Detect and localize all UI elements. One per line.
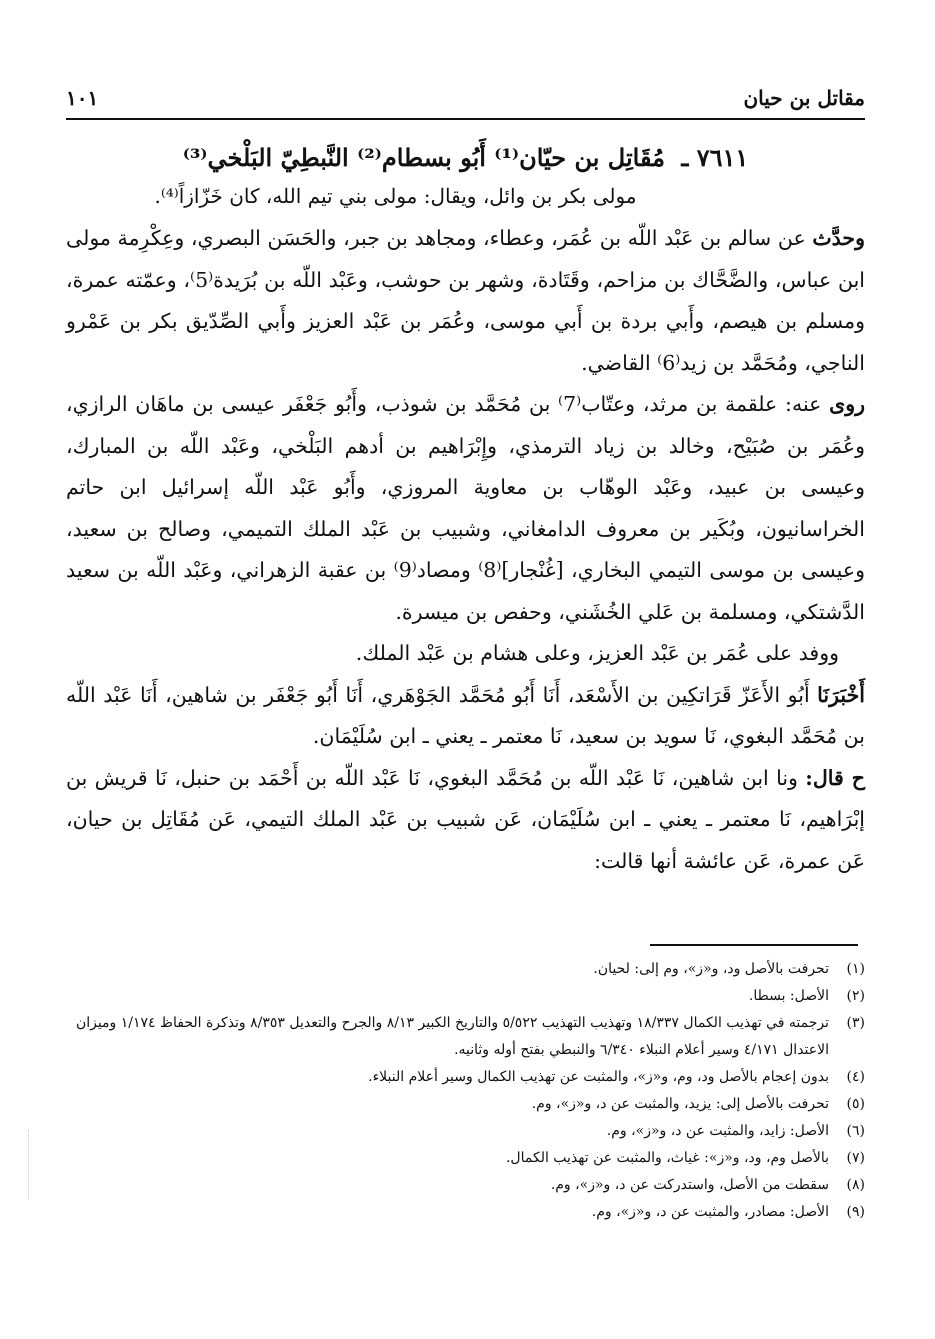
footnote <box>66 1010 865 1064</box>
entry-subtitle: مولى بكر بن وائل، ويقال: مولى بني تيم الله، كان خَزّازاً⁽⁴⁾. <box>154 184 637 208</box>
paragraph-lead-word: أَخْبَرَنَا <box>817 682 865 707</box>
footnotes <box>66 956 865 1226</box>
footnote-text: بالأصل وم، ود، و«ز»: غياث، والمثبت عن تهذيب الكمال. <box>505 1150 829 1166</box>
paragraphs <box>66 218 865 882</box>
main-text <box>66 138 865 882</box>
footnote-number: (٢) <box>846 988 865 1004</box>
scan-margin-mark <box>28 1130 30 1200</box>
footnote <box>66 956 865 983</box>
footnote-number: (٩) <box>846 1204 865 1220</box>
footnote-text: بدون إعجام بالأصل ود، وم، و«ز»، والمثبت عن تهذيب الكمال وسير أعلام النبلاء. <box>368 1069 829 1085</box>
footnote <box>66 1199 865 1226</box>
footnote <box>66 983 865 1010</box>
paragraph <box>66 633 839 675</box>
footnote-text: الأصل: زايد، والمثبت عن د، و«ز»، وم. <box>606 1123 829 1139</box>
footnote-text: الأصل: مصادر، والمثبت عن د، و«ز»، وم. <box>591 1204 829 1220</box>
footnote <box>66 1118 865 1145</box>
footnote-number: (٧) <box>846 1150 865 1166</box>
paragraph-text: ووفد على عُمَر بن عَبْد العزيز، وعلى هشام بن عَبْد الملك. <box>355 641 839 665</box>
footnote-number: (٤) <box>846 1069 865 1085</box>
paragraph <box>66 218 865 384</box>
footnote-number: (٣) <box>846 1015 865 1031</box>
running-title: مقاتل بن حيان <box>743 86 865 110</box>
paragraph-text: ونا ابن شاهين، نَا عَبْد اللّه بن مُحَمَّد البغوي، نَا عَبْد اللّه بن أَحْمَد بن حنبل، نَا قريش بن إبْرَاهيم، نَا معتمر ـ يعني ـ ابن سُلَيْمَان، عَن شبيب بن عَبْد الملك التيمي، عَن مُقَاتِل بن حيان، عَن عمرة، عَن عائشة أنها قالت: <box>66 765 865 873</box>
paragraph-lead-word: وحدَّث <box>812 226 865 250</box>
footnote-number: (٨) <box>846 1177 865 1193</box>
footnote-text: ترجمته في تهذيب الكمال ١٨/٣٣٧ وتهذيب التهذيب ٥/٥٢٢ والتاريخ الكبير ٨/١٣ والجرح والتعديل ٨/٣٥٣ وتذكرة الحفاظ ١/١٧٤ وميزان الاعتدال ٤/١٧١ وسير أعلام النبلاء ٦/٣٤٠ والنبطي بفتح أوله وثانيه. <box>75 1015 829 1058</box>
footnote-rule <box>650 944 858 946</box>
paragraph-lead-word: روى <box>829 392 866 416</box>
paragraph-text: عنه: علقمة بن مرثد، وعتّاب⁽7⁾ بن مُحَمَّد بن شوذب، وأَبُو جَعْفَر عيسى بن ماهَان الرازي، وعُمَر بن صُبَيْح، وخالد بن زياد الترمذي، وإِبْرَاهيم بن أدهم البَلْخي، وعَبْد اللّه بن المبارك، وعيسى بن عبيد، وعَبْد الوهّاب بن معاوية المروزي، وأَبُو عَبْد اللّه إسرائيل ابن حاتم الخراسانيون، وبُكَير بن معروف الدامغاني، وشبيب بن عَبْد الملك التميمي، وصالح بن سعيد، وعيسى بن موسى التيمي البخاري، [غُنْجار]⁽8⁾ ومصاد⁽9⁾ بن عقبة الزهراني، وعَبْد اللّه بن سعيد الدَّشتكي، ومسلمة بن عَلي الخُشَني، وحفص بن ميسرة. <box>66 392 865 624</box>
footnote <box>66 1145 865 1172</box>
entry-title: مُقَاتِل بن حيّان⁽¹⁾ أَبُو بسطام⁽²⁾ النَّبطِيّ البَلْخي⁽³⁾ <box>182 143 665 172</box>
paragraph <box>66 384 865 633</box>
footnote-text: سقطت من الأصل، واستدركت عن د، و«ز»، وم. <box>550 1177 829 1193</box>
footnote <box>66 1091 865 1118</box>
header-rule <box>66 118 865 120</box>
paragraph-text: أَبُو الأَعَزّ قَرَاتكِين بن الأَسْعَد، أَنَا أَبُو مُحَمَّد الجَوْهَري، أَنَا أَبُو جَعْفَر بن شاهين، أَنَا عَبْد اللّه بن مُحَمَّد البغوي، نَا سويد بن سعيد، نَا معتمر ـ يعني ـ ابن سُلَيْمَان. <box>66 682 865 748</box>
page-number: ١٠١ <box>66 86 99 110</box>
footnote-text: تحرفت بالأصل إلى: يزيد، والمثبت عن د، و«ز»، وم. <box>531 1096 829 1112</box>
footnote-number: (٦) <box>846 1123 865 1139</box>
paragraph <box>66 675 865 758</box>
entry-heading <box>66 138 865 178</box>
paragraph <box>66 758 865 883</box>
footnote <box>66 1172 865 1199</box>
page-header <box>66 82 865 116</box>
paragraph-text: عن سالم بن عَبْد اللّه بن عُمَر، وعطاء، ومجاهد بن جبر، والحَسَن البصري، وعِكْرِمة مولى ابن عباس، والضَّحَّاك بن مزاحم، وقَتَادة، وشهر بن حوشب، وعَبْد اللّه بن بُرَيدة⁽5⁾، وعمّته عمرة، ومسلم بن هيصم، وأَبي بردة بن أَبي موسى، وعُمَر بن عَبْد العزيز وأَبي الصِّدّيق بكر بن عَمْرو الناجي، ومُحَمَّد بن زيد⁽6⁾ القاضي. <box>66 226 865 375</box>
paragraph-lead-word: ح قال: <box>805 765 865 790</box>
footnote-text: الأصل: بسطا. <box>748 988 829 1004</box>
footnote-number: (٥) <box>846 1096 865 1112</box>
footnote-number: (١) <box>846 961 865 977</box>
footnote <box>66 1064 865 1091</box>
footnote-text: تحرفت بالأصل ود، و«ز»، وم إلى: لحيان. <box>593 961 829 977</box>
entry-number: ٧٦١١ ـ <box>681 143 749 172</box>
